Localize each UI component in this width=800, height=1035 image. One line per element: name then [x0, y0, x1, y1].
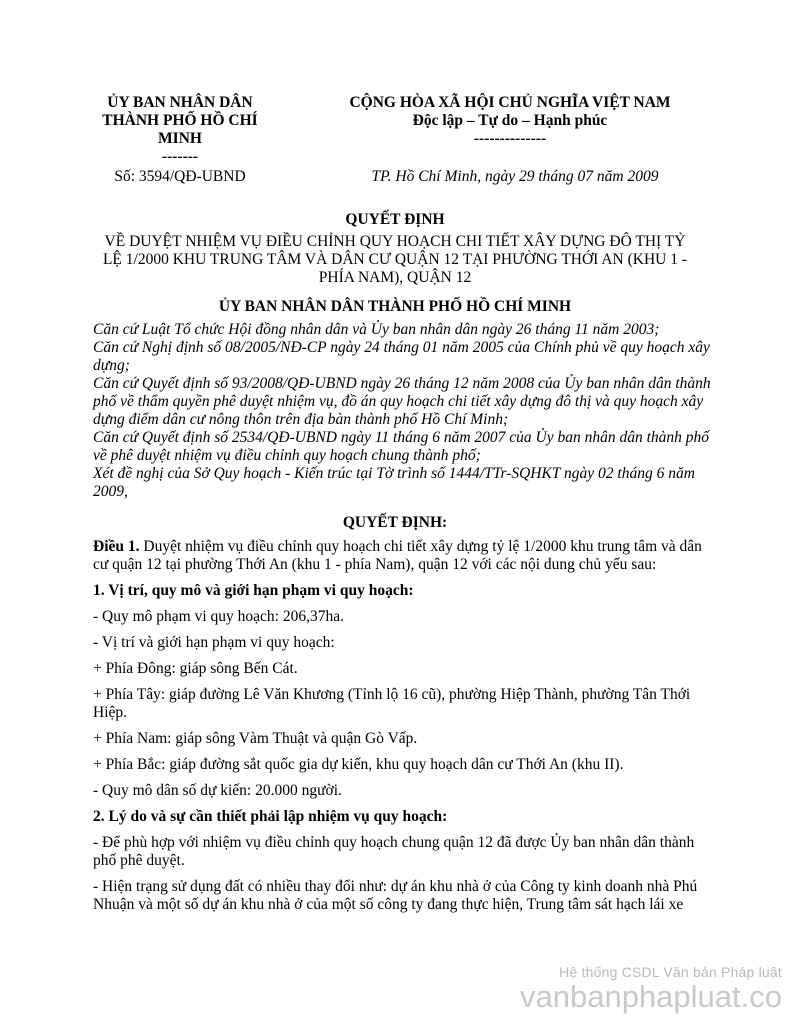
subtitle-line-2: LỆ 1/2000 KHU TRUNG TÂM VÀ DÂN CƯ QUẬN 12 TẠI PHƯỜNG THỚI AN (KHU 1 -	[102, 251, 688, 268]
list-item: - Quy mô phạm vi quy hoạch: 206,37ha.	[93, 608, 344, 625]
list-item: - Để phù hợp với nhiệm vụ điều chỉnh quy hoạch chung quận 12 đã được Ủy ban nhân dân thành phố phê duyệt.	[93, 834, 695, 869]
list-item: - Quy mô dân số dự kiến: 20.000 người.	[93, 782, 342, 799]
basis-item: Căn cứ Luật Tổ chức Hội đồng nhân dân và Ủy ban nhân dân ngày 26 tháng 11 năm 2003;	[93, 321, 660, 338]
authority-separator: -------	[161, 148, 199, 165]
section-2-heading: 2. Lý do và sự cần thiết phải lập nhiệm vụ quy hoạch:	[93, 808, 448, 825]
article-1-text: Duyệt nhiệm vụ điều chỉnh quy hoạch chi tiết xây dựng tỷ lệ 1/2000 khu trung tâm và dân cư quận 12 tại phường Thới An (khu 1 - phía Nam), quận 12 với các nội dung chủ yếu sau:	[93, 538, 702, 573]
section-1-heading: 1. Vị trí, quy mô và giới hạn phạm vi quy hoạch:	[93, 582, 414, 599]
basis-item: Căn cứ Nghị định số 08/2005/NĐ-CP ngày 24 tháng 01 năm 2005 của Chính phủ về quy hoạch xây dựng;	[93, 339, 710, 374]
decision-body	[93, 538, 713, 922]
national-motto-block	[300, 94, 720, 148]
document-date: TP. Hồ Chí Minh, ngày 29 tháng 07 năm 2009	[371, 168, 659, 185]
decision-heading: QUYẾT ĐỊNH:	[342, 514, 448, 531]
authority-line-3: MINH	[158, 130, 202, 147]
basis-item: Căn cứ Quyết định số 93/2008/QĐ-UBND ngày 26 tháng 12 năm 2008 của Ủy ban nhân dân thành phố về thẩm quyền phê duyệt nhiệm vụ, đồ án quy hoạch chi tiết xây dựng đô thị và quy hoạch xây dựng điểm dân cư nông thôn trên địa bàn thành phố Hồ Chí Minh;	[93, 375, 711, 428]
watermark-tagline: Hệ thống CSDL Văn bản Pháp luật	[559, 964, 782, 980]
subtitle-line-1: VỀ DUYỆT NHIỆM VỤ ĐIỀU CHỈNH QUY HOẠCH CHI TIẾT XÂY DỰNG ĐÔ THỊ TỶ	[104, 233, 686, 250]
authority-heading: ỦY BAN NHÂN DÂN THÀNH PHỐ HỒ CHÍ MINH	[218, 298, 572, 315]
document-number: Số: 3594/QĐ-UBND	[114, 168, 246, 185]
site-watermark	[520, 964, 782, 1014]
article-1-label: Điều 1.	[93, 538, 140, 555]
country-name: CỘNG HÒA XÃ HỘI CHỦ NGHĨA VIỆT NAM	[349, 94, 671, 111]
watermark-domain: vanbanphapluat.co	[519, 979, 782, 1014]
subtitle-line-3: PHÍA NAM), QUẬN 12	[318, 269, 472, 286]
article-1	[93, 538, 713, 574]
list-item: + Phía Tây: giáp đường Lê Văn Khương (Tỉnh lộ 16 cũ), phường Hiệp Thành, phường Tân Thới Hiệp.	[93, 686, 691, 721]
document-title: QUYẾT ĐỊNH	[345, 211, 445, 228]
motto: Độc lập – Tự do – Hạnh phúc	[412, 112, 608, 129]
document-subtitle	[80, 233, 710, 287]
authority-line-1: ỦY BAN NHÂN DÂN	[107, 94, 253, 111]
basis-item: Xét đề nghị của Sở Quy hoạch - Kiến trúc tại Tờ trình số 1444/TTr-SQHKT ngày 02 tháng 6 năm 2009,	[93, 465, 695, 500]
list-item: - Vị trí và giới hạn phạm vi quy hoạch:	[93, 634, 335, 651]
basis-item: Căn cứ Quyết định số 2534/QĐ-UBND ngày 11 tháng 6 năm 2007 của Ủy ban nhân dân thành phố về phê duyệt nhiệm vụ điều chỉnh quy hoạch chung thành phố;	[93, 429, 710, 464]
list-item: + Phía Đông: giáp sông Bến Cát.	[93, 660, 298, 677]
legal-basis	[93, 321, 713, 501]
list-item: - Hiện trạng sử dụng đất có nhiều thay đổi như: dự án khu nhà ở của Công ty kinh doanh nhà Phú Nhuận và một số dự án khu nhà ở của một số công ty đang thực hiện, Trung tâm sát hạch lái xe	[93, 878, 698, 913]
list-item: + Phía Bắc: giáp đường sắt quốc gia dự kiến, khu quy hoạch dân cư Thới An (khu II).	[93, 756, 624, 773]
list-item: + Phía Nam: giáp sông Vàm Thuật và quận Gò Vấp.	[93, 730, 418, 747]
motto-separator: --------------	[473, 130, 547, 147]
issuing-authority-block	[80, 94, 280, 166]
authority-line-2: THÀNH PHỐ HỒ CHÍ	[102, 112, 258, 129]
